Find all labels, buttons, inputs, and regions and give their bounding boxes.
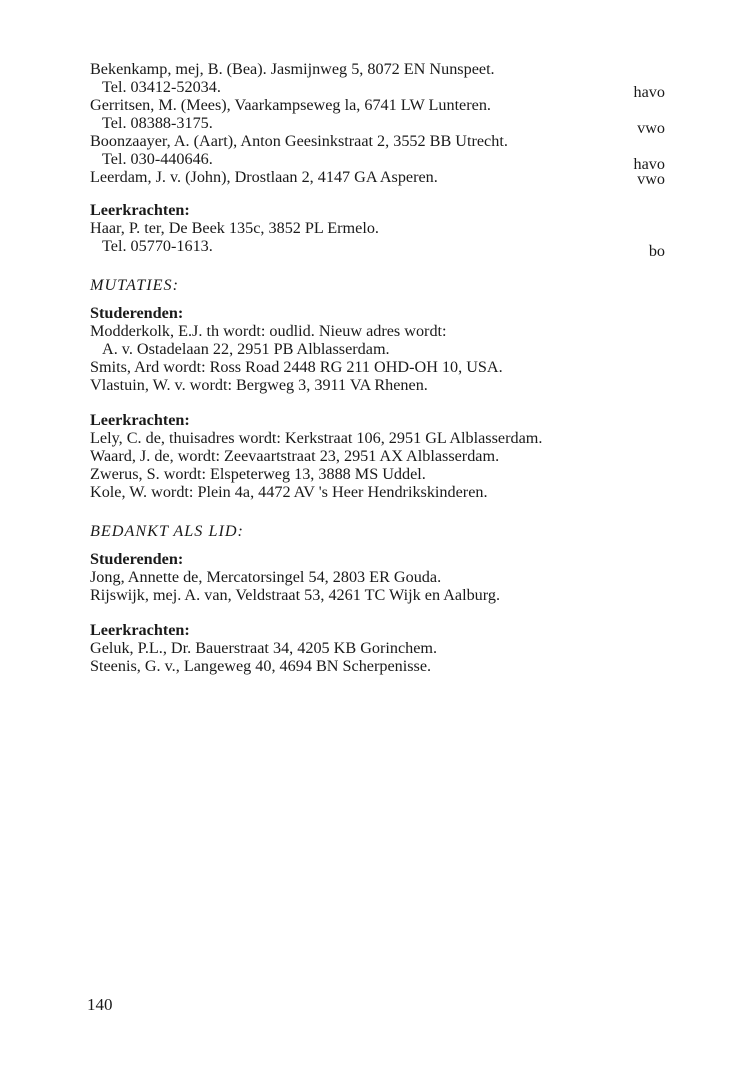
entry-tel-line bbox=[90, 150, 665, 173]
entry-name: Gerritsen, M. (Mees), Vaarkampseweg la, 6741 LW Lunteren. bbox=[90, 96, 491, 114]
list-item: Modderkolk, E.J. th wordt: oudlid. Nieuw adres wordt: bbox=[90, 322, 447, 340]
page-number: 140 bbox=[87, 995, 113, 1014]
entry-tel-line bbox=[90, 237, 665, 260]
entry-tel: Tel. 030-440646. bbox=[102, 150, 213, 168]
entry-line bbox=[90, 60, 665, 78]
entry-tel-line bbox=[90, 78, 665, 101]
list-item: A. v. Ostadelaan 22, 2951 PB Alblasserdam. bbox=[102, 340, 390, 358]
section-heading: Leerkrachten: bbox=[90, 411, 190, 429]
page-content bbox=[90, 60, 665, 675]
list-item: Vlastuin, W. v. wordt: Bergweg 3, 3911 VA Rhenen. bbox=[90, 376, 428, 394]
list-item: Smits, Ard wordt: Ross Road 2448 RG 211 OHD-OH 10, USA. bbox=[90, 358, 503, 376]
section-heading: Leerkrachten: bbox=[90, 201, 190, 219]
mutaties-title: MUTATIES: bbox=[90, 276, 180, 294]
section-heading: Studerenden: bbox=[90, 550, 184, 568]
entry-name: Leerdam, J. v. (John), Drostlaan 2, 4147 GA Asperen. bbox=[90, 168, 438, 186]
entry-line bbox=[90, 219, 665, 237]
entry-name: Bekenkamp, mej, B. (Bea). Jasmijnweg 5, 8072 EN Nunspeet. bbox=[90, 60, 495, 78]
entry-line bbox=[90, 96, 665, 114]
list-item: Lely, C. de, thuisadres wordt: Kerkstraat 106, 2951 GL Alblasserdam. bbox=[90, 429, 543, 447]
section-heading: Studerenden: bbox=[90, 304, 184, 322]
entry-tel: Tel. 03412-52034. bbox=[102, 78, 221, 96]
list-item: Steenis, G. v., Langeweg 40, 4694 BN Scherpenisse. bbox=[90, 657, 432, 675]
entry-tel: Tel. 08388-3175. bbox=[102, 114, 213, 132]
bedankt-title: BEDANKT ALS LID: bbox=[90, 522, 244, 540]
entry-name: Boonzaayer, A. (Aart), Anton Geesinkstraat 2, 3552 BB Utrecht. bbox=[90, 132, 508, 150]
list-item: Zwerus, S. wordt: Elspeterweg 13, 3888 MS Uddel. bbox=[90, 465, 426, 483]
level-tag: bo bbox=[648, 242, 665, 260]
entry-name: Haar, P. ter, De Beek 135c, 3852 PL Ermelo. bbox=[90, 219, 379, 237]
entry-line bbox=[90, 168, 665, 186]
entry-tel: Tel. 05770-1613. bbox=[102, 237, 213, 255]
level-tag: havo bbox=[633, 155, 665, 173]
list-item: Kole, W. wordt: Plein 4a, 4472 AV 's Heer Hendrikskinderen. bbox=[90, 483, 488, 501]
entry-tel-line bbox=[90, 114, 665, 137]
level-tag: vwo bbox=[637, 119, 665, 137]
list-item: Geluk, P.L., Dr. Bauerstraat 34, 4205 KB Gorinchem. bbox=[90, 639, 438, 657]
list-item: Rijswijk, mej. A. van, Veldstraat 53, 4261 TC Wijk en Aalburg. bbox=[90, 586, 501, 604]
level-tag: havo bbox=[633, 83, 665, 101]
section-heading: Leerkrachten: bbox=[90, 621, 190, 639]
entry-line bbox=[90, 132, 665, 150]
level-tag: vwo bbox=[637, 170, 665, 188]
list-item: Jong, Annette de, Mercatorsingel 54, 2803 ER Gouda. bbox=[90, 568, 442, 586]
list-item: Waard, J. de, wordt: Zeevaartstraat 23, 2951 AX Alblasserdam. bbox=[90, 447, 500, 465]
